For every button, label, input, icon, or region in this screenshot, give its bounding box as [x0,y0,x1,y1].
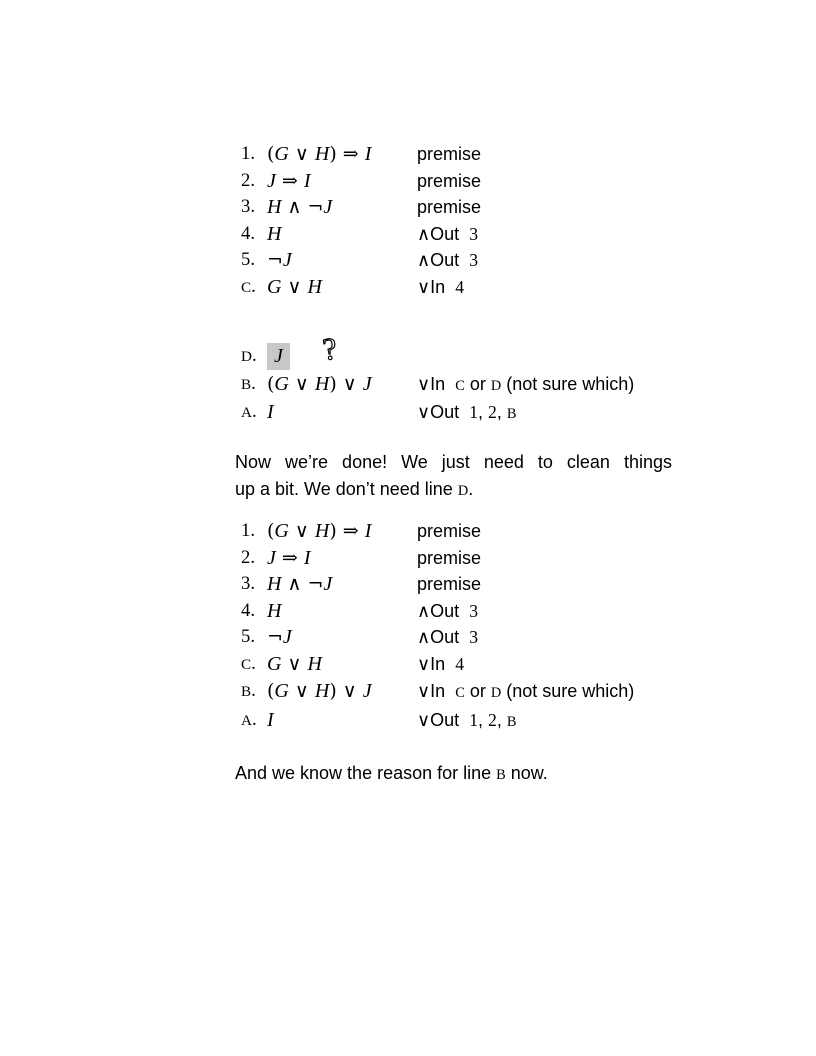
line-formula [267,343,417,371]
line-justification: ∨Out 1, 2, B [417,709,517,730]
line-justification: ∨Out 1, 2, B [417,402,517,422]
line-justification: ∨In C or D (not sure which) [417,373,635,394]
line-formula: H [267,599,282,622]
line-justification: ∧Out 3 [417,627,479,647]
line-label: 2. [241,169,256,191]
line-label: 1. [241,520,256,541]
line-justification: premise [417,170,482,191]
highlighted-formula: J [267,343,290,370]
line-formula: G ∨ H [267,275,322,298]
paragraph-line: And we know the reason for line B now. [235,763,548,783]
line-justification: ∨In 4 [417,276,465,297]
line-justification: premise [417,197,482,217]
paragraph-line: up a bit. We don’t need line D. [235,478,474,499]
line-formula: (G ∨ H) ⇒ I [267,520,372,542]
line-justification [417,343,634,371]
line-label: 5. [241,249,256,270]
line-label: 2. [241,546,256,568]
line-formula: (G ∨ H) ⇒ I [267,143,372,165]
line-label: B. [241,680,256,701]
line-formula: ¬J [267,249,292,271]
line-justification: ∧Out 3 [417,250,479,270]
paragraph-line: Now we’re done! We just need to clean things [235,452,672,472]
line-formula: J ⇒ I [267,546,311,569]
line-formula: I [267,708,274,731]
line-formula: (G ∨ H) ∨ J [267,372,372,395]
line-formula: H ∧ ¬J [267,573,333,595]
line-formula: H [267,222,282,245]
line-justification: premise [417,144,482,164]
line-label: B. [241,372,256,394]
line-formula: ¬J [267,626,292,648]
line-label: 4. [241,599,256,621]
line-justification: ∨In C or D (not sure which) [417,681,635,701]
line-label: 5. [241,626,256,647]
line-justification: premise [417,547,482,568]
svg-text:?: ? [320,330,339,367]
line-formula: (G ∨ H) ∨ J [267,680,372,702]
line-formula: G ∨ H [267,652,322,675]
line-formula: J ⇒ I [267,169,311,192]
proof-table-2 [241,518,634,735]
question-mark-cell [267,301,417,367]
line-justification: ∧Out 3 [417,223,479,244]
line-justification: ∧Out 3 [417,600,479,621]
line-label: 4. [241,222,256,244]
line-label: 3. [241,573,256,594]
line-justification: ∨In 4 [417,653,465,674]
line-label: 1. [241,143,256,164]
line-formula: H ∧ ¬J [267,196,333,218]
line-justification: premise [417,574,482,594]
line-label: A. [241,401,257,422]
line-label: A. [241,708,257,730]
paragraph [235,449,675,504]
line-justification: premise [417,521,482,541]
line-label: C. [241,652,256,674]
line-label: C. [241,275,256,297]
paragraph [235,760,675,789]
proof-table-1 [241,141,634,428]
line-label: 3. [241,196,256,217]
line-formula: I [267,401,274,423]
line-label: D. [241,345,257,366]
